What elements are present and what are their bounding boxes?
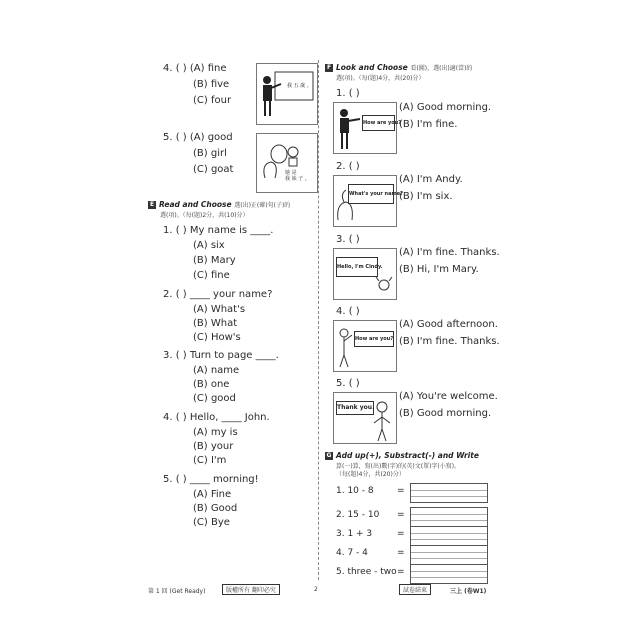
g-p2-expr: 2. 15 - 10 [336,510,380,520]
f-q1-picture [333,102,402,154]
section-e-title: Read and Choose [159,200,232,209]
f-q5-picture [333,392,397,444]
section-f-title-cn: 看(圖)，選(出)適(當)的 [410,65,473,72]
section-e-subtitle: 選(項)。（每(題)2分，共(10)分） [160,212,249,219]
g-p3-eq: = [397,529,405,539]
answer-guide-line [411,490,487,491]
g-p5-eq: = [397,567,405,577]
e-q1-option-b: (B) Mary [193,255,236,266]
answer-guide-line [411,571,487,572]
f-q1-option-b: (B) I'm fine. [399,119,458,130]
e-q3-option-b: (B) one [193,379,230,390]
f-q2-option-a: (A) I'm Andy. [399,174,463,185]
q5-label: 5. ( ) (A) good [163,132,233,143]
footer-page-number: 2 [314,586,318,593]
f-q3-picture [333,248,397,300]
e-q1-label: 1. ( ) My name is ____. [163,225,274,236]
e-q4-option-c: (C) I'm [193,455,227,466]
e-q4-label: 4. ( ) Hello, ____ John. [163,412,270,423]
e-q3-option-c: (C) good [193,393,236,404]
teacher-pointing-illustration [257,64,317,124]
e-q2-label: 2. ( ) ____ your name? [163,289,273,300]
e-q2-option-a: (A) What's [193,304,246,315]
q5-picture [256,133,318,193]
e-q3-option-a: (A) name [193,365,240,376]
f-q1-label: 1. ( ) [336,88,360,99]
f-q5-option-b: (B) Good morning. [399,408,492,419]
q4-option-b: (B) five [193,79,230,90]
e-q2-option-c: (C) How's [193,332,241,343]
f-q2-option-b: (B) I'm six. [399,191,453,202]
section-f-header [325,63,472,72]
section-g-subtitle: （每(題)4分，共(20)分） [336,471,405,478]
g-p5-answer-box[interactable] [410,564,488,584]
q4-option-c: (C) four [193,95,232,106]
f-q2-label: 2. ( ) [336,161,360,172]
q4-picture [256,63,318,125]
section-g-title-cn: 算(一)算，寫(出)數(字)的(英)文(單)字(小寫)。 [336,463,461,470]
f-q3-speech-bubble: Hello, I'm Cindy. [336,257,378,277]
e-q1-option-c: (C) fine [193,270,230,281]
e-q5-option-a: (A) Fine [193,489,232,500]
e-q4-option-a: (A) my is [193,427,238,438]
f-q5-option-a: (A) You're welcome. [399,391,498,402]
g-p5-expr: 5. three - two [336,567,397,577]
section-e-header [148,200,290,209]
e-q3-label: 3. ( ) Turn to page ____. [163,350,279,361]
footer-copyright: 版權所有 翻印必究 [222,584,280,595]
footer-end-label: 試卷結束 [399,584,431,595]
f-q1-speech-bubble: How are you? [362,115,395,131]
g-p4-eq: = [397,548,405,558]
g-p1-answer-box[interactable] [410,483,488,503]
f-q4-label: 4. ( ) [336,306,360,317]
section-g-title: Add up(+), Substract(-) and Write [336,451,479,460]
f-q4-picture [333,320,397,372]
q4-picture-text: 我 五 歲 。 [287,83,312,89]
g-p3-answer-box[interactable] [410,526,488,546]
section-g-header [325,451,479,460]
q5-option-c: (C) goat [193,164,234,175]
answer-guide-line [411,539,487,540]
answer-guide-line [411,496,487,497]
footer-unit: 第 1 回 (Get Ready) [148,588,206,595]
e-q1-option-a: (A) six [193,240,225,251]
answer-guide-line [411,514,487,515]
f-q3-option-b: (B) Hi, I'm Mary. [399,264,479,275]
f-q2-speech-bubble: What's your name? [348,184,394,204]
e-q2-option-b: (B) What [193,318,238,329]
g-p1-expr: 1. 10 - 8 [336,486,374,496]
f-q1-option-a: (A) Good morning. [399,102,492,113]
g-p4-expr: 4. 7 - 4 [336,548,368,558]
section-e-title-cn: 選(出)正(確)句(子)的 [234,202,291,209]
e-q5-label: 5. ( ) ____ morning! [163,474,259,485]
column-divider [318,60,319,580]
footer-paper-code: 三上 (卷W1) [450,588,487,595]
f-q4-option-b: (B) I'm fine. Thanks. [399,336,500,347]
g-p1-eq: = [397,486,405,496]
e-q5-option-c: (C) Bye [193,517,230,528]
g-p3-expr: 3. 1 + 3 [336,529,373,539]
g-p4-answer-box[interactable] [410,545,488,565]
f-q5-speech-bubble: Thank you. [336,401,374,415]
q5-picture-text: 她 是 我 妹 子 。 [285,170,310,182]
f-q4-speech-bubble: How are you? [354,331,394,347]
e-q5-option-b: (B) Good [193,503,238,514]
section-g-mark: G [326,452,332,459]
answer-guide-line [411,552,487,553]
answer-guide-line [411,533,487,534]
section-e-mark: E [149,201,155,208]
q5-option-b: (B) girl [193,148,227,159]
f-q5-label: 5. ( ) [336,378,360,389]
section-f-title: Look and Choose [336,63,408,72]
section-f-subtitle: 選(項)。（每(題)4分，共(20)分） [336,75,425,82]
answer-guide-line [411,558,487,559]
g-p2-eq: = [397,510,405,520]
f-q2-picture [333,175,403,227]
f-q3-label: 3. ( ) [336,234,360,245]
section-f-mark: F [326,64,332,71]
f-q3-option-a: (A) I'm fine. Thanks. [399,247,500,258]
q4-label: 4. ( ) (A) fine [163,63,227,74]
answer-guide-line [411,520,487,521]
answer-guide-line [411,577,487,578]
g-p2-answer-box[interactable] [410,507,488,527]
girl-introducing-illustration [257,134,317,192]
f-q4-option-a: (A) Good afternoon. [399,319,498,330]
e-q4-option-b: (B) your [193,441,234,452]
